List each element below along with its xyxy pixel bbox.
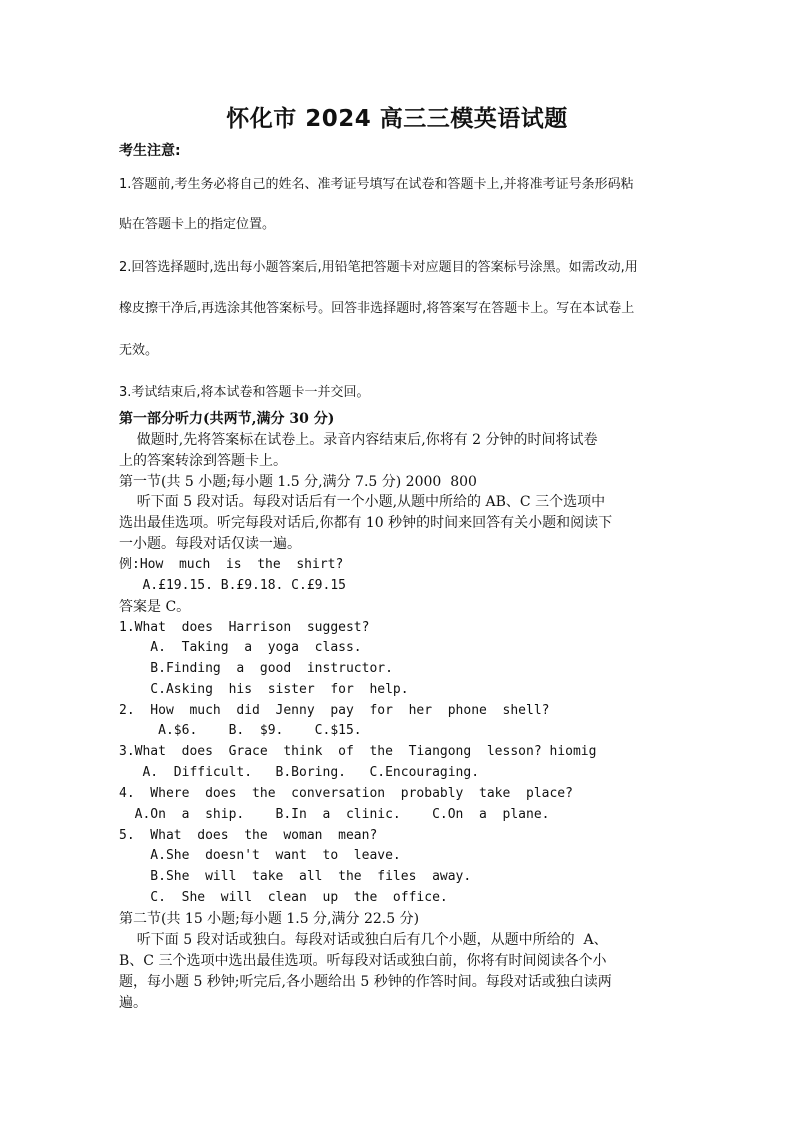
- example-options: A.£19.15. B.£9.18. C.£9.15: [119, 578, 346, 593]
- example-answer: 答案是 C。: [119, 599, 191, 615]
- option-line: A. Difficult. B.Boring. C.Encouraging.: [119, 765, 480, 780]
- question-line: 5. What does the woman mean?: [119, 828, 378, 843]
- question-line: 1.What does Harrison suggest?: [119, 620, 370, 635]
- section2-intro-line: 题，每小题 5 秒钟;听完后,各小题给出 5 秒钟的作答时间。每段对话或独白读两: [119, 974, 612, 990]
- option-line: C. She will clean up the office.: [119, 890, 448, 905]
- example-question: 例:How much is the shirt?: [119, 557, 344, 572]
- rule-line: 无效。: [119, 343, 159, 358]
- section1-intro-line: 一小题。每段对话仅读一遍。: [119, 536, 301, 552]
- section1-heading: 第一节(共 5 小题;每小题 1.5 分,满分 7.5 分) 2000 800: [119, 474, 477, 490]
- section1-intro-line: 听下面 5 段对话。每段对话后有一个小题,从题中所给的 AB、C 三个选项中: [119, 494, 606, 510]
- section2-heading: 第二节(共 15 小题;每小题 1.5 分,满分 22.5 分): [119, 911, 420, 927]
- option-line: A. Taking a yoga class.: [119, 640, 362, 655]
- option-line: B.Finding a good instructor.: [119, 661, 393, 676]
- option-line: A.On a ship. B.In a clinic. C.On a plane.: [119, 807, 550, 822]
- page-title: 怀化市 2024 高三三模英语试题: [226, 106, 568, 132]
- part1-heading: 第一部分听力(共两节,满分 30 分): [119, 411, 335, 427]
- section1-intro-line: 选出最佳选项。听完每段对话后,你都有 10 秒钟的时间来回答有关小题和阅读下: [119, 515, 613, 531]
- rule-line: 3.考试结束后,将本试卷和答题卡一并交回。: [119, 385, 370, 400]
- question-line: 2. How much did Jenny pay for her phone shell?: [119, 703, 550, 718]
- question-line: 4. Where does the conversation probably take place?: [119, 786, 573, 801]
- option-line: C.Asking his sister for help.: [119, 682, 409, 697]
- rule-line: 1.答题前,考生务必将自己的姓名、准考证号填写在试卷和答题卡上,并将准考证号条形码粘: [119, 177, 634, 192]
- rule-line: 2.回答选择题时,选出每小题答案后,用铅笔把答题卡对应题目的答案标号涂黑。如需改动,用: [119, 260, 638, 275]
- option-line: B.She will take all the files away.: [119, 869, 472, 884]
- section2-intro-line: 遍。: [119, 995, 147, 1011]
- question-line: 3.What does Grace think of the Tiangong lesson? hiomig: [119, 744, 597, 759]
- rule-line: 贴在答题卡上的指定位置。: [119, 217, 276, 232]
- rule-line: 橡皮擦干净后,再选涂其他答案标号。回答非选择题时,将答案写在答题卡上。写在本试卷上: [119, 301, 635, 316]
- part1-intro-line: 上的答案转涂到答题卡上。: [119, 453, 287, 469]
- section2-intro-line: B、C 三个选项中选出最佳选项。听每段对话或独白前，你将有时间阅读各个小: [119, 953, 607, 969]
- part1-intro-line: 做题时,先将答案标在试卷上。录音内容结束后,你将有 2 分钟的时间将试卷: [119, 432, 598, 448]
- option-line: A.$6. B. $9. C.$15.: [119, 723, 362, 738]
- section2-intro-line: 听下面 5 段对话或独白。每段对话或独白后有几个小题，从题中所给的 A、: [119, 932, 608, 948]
- notice-heading: 考生注意:: [119, 143, 181, 159]
- option-line: A.She doesn't want to leave.: [119, 848, 401, 863]
